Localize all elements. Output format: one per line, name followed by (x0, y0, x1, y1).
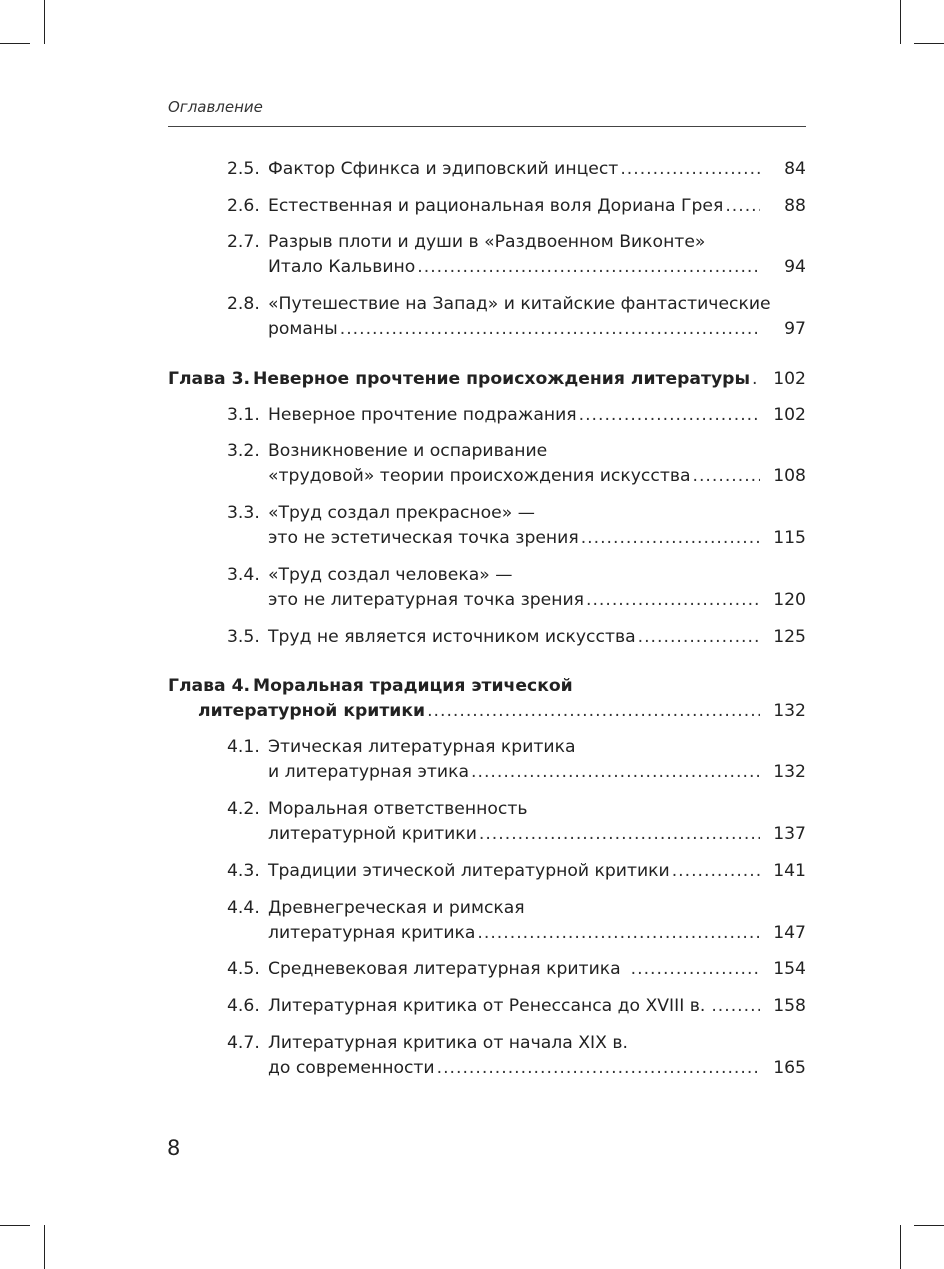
toc-title: Возникновение и оспаривание (268, 441, 548, 461)
dot-leader (579, 403, 760, 428)
toc-title: Литературная критика от начала XIX в. (268, 1033, 628, 1053)
toc-page: 154 (773, 959, 806, 979)
toc-title-continued: литературная критика (268, 923, 476, 943)
toc-title-continued: Итало Кальвино (268, 257, 416, 277)
toc-title-continued: до современности (268, 1058, 435, 1078)
toc-number: 3.1. (227, 405, 260, 425)
dot-leader (693, 464, 761, 489)
dot-leader (752, 367, 760, 392)
toc-number: 2.8. (227, 294, 260, 314)
toc-title: Древнегреческая и римская (268, 898, 525, 918)
toc-number: 2.5. (227, 159, 260, 179)
crop-mark (44, 1225, 45, 1269)
toc-number: 3.3. (227, 503, 260, 523)
toc-entry[interactable] (227, 896, 806, 946)
chapter-number: Глава 3. (168, 369, 251, 389)
dot-leader (479, 822, 760, 847)
toc-title: Фактор Сфинкса и эдиповский инцест (268, 159, 619, 179)
toc-title: Труд не является источником искусства (268, 627, 636, 647)
crop-mark (914, 43, 944, 44)
toc-entry[interactable] (227, 563, 806, 613)
toc-page: 147 (773, 923, 806, 943)
header-rule (168, 126, 806, 127)
toc-title: Традиции этической литературной критики (268, 861, 670, 881)
toc-page: 108 (773, 466, 806, 486)
toc-number: 4.1. (227, 737, 260, 757)
running-head: Оглавление (168, 98, 263, 116)
toc-entry[interactable] (227, 501, 806, 551)
toc-title-continued: это не литературная точка зрения (268, 590, 584, 610)
toc-page: 141 (773, 861, 806, 881)
toc-number: 3.4. (227, 565, 260, 585)
toc-title: Литературная критика от Ренессанса до XVIII в. (268, 996, 706, 1016)
toc-entry[interactable] (227, 439, 806, 489)
toc-number: 4.7. (227, 1033, 260, 1053)
chapter-title: Моральная традиция этической (253, 676, 573, 696)
crop-mark (900, 0, 901, 44)
page-number: 8 (167, 1136, 181, 1160)
toc-title: «Путешествие на Запад» и китайские фантастические (268, 294, 771, 314)
toc-title: Моральная ответственность (268, 799, 528, 819)
dot-leader (417, 255, 760, 280)
toc-page: 158 (773, 996, 806, 1016)
toc-number: 3.5. (227, 627, 260, 647)
crop-mark (0, 43, 30, 44)
toc-number: 2.6. (227, 196, 260, 216)
dot-leader (340, 317, 760, 342)
toc-page: 102 (773, 369, 806, 389)
crop-mark (914, 1225, 944, 1226)
toc-title-continued: «трудовой» теории происхождения искусства (268, 466, 691, 486)
toc-number: 4.4. (227, 898, 260, 918)
toc-entry[interactable] (227, 1031, 806, 1081)
toc-entry[interactable] (227, 735, 806, 785)
toc-entry[interactable] (227, 230, 806, 280)
toc-page: 165 (773, 1058, 806, 1078)
dot-leader (581, 526, 760, 551)
toc-number: 4.3. (227, 861, 260, 881)
toc-title-continued: романы (268, 319, 338, 339)
toc-page: 88 (784, 196, 806, 216)
chapter-number: Глава 4. (168, 676, 251, 696)
toc-page: 132 (773, 762, 806, 782)
toc-title-continued: и литературная этика (268, 762, 470, 782)
dot-leader (471, 760, 760, 785)
crop-mark (0, 1225, 30, 1226)
toc-number: 3.2. (227, 441, 260, 461)
toc-title: Неверное прочтение подражания (268, 405, 577, 425)
toc-page: 84 (784, 159, 806, 179)
toc-page: 125 (773, 627, 806, 647)
toc-page: 132 (773, 701, 806, 721)
toc-chapter-entry[interactable] (168, 674, 806, 724)
toc-title: Разрыв плоти и души в «Раздвоенном Виконте» (268, 232, 706, 252)
dot-leader (725, 194, 760, 219)
toc-page: 97 (784, 319, 806, 339)
dot-leader (672, 859, 760, 884)
dot-leader (620, 157, 760, 182)
toc-page: 102 (773, 405, 806, 425)
dot-leader (586, 588, 760, 613)
toc-entry[interactable] (227, 797, 806, 847)
crop-mark (44, 0, 45, 44)
toc-number: 4.6. (227, 996, 260, 1016)
toc-title: «Труд создал человека» — (268, 565, 513, 585)
toc-page: 120 (773, 590, 806, 610)
toc-page: 94 (784, 257, 806, 277)
crop-mark (900, 1225, 901, 1269)
dot-leader (427, 699, 760, 724)
toc-title: Средневековая литературная критика (268, 959, 621, 979)
toc-title: «Труд создал прекрасное» — (268, 503, 535, 523)
dot-leader (638, 625, 760, 650)
dot-leader (477, 921, 760, 946)
toc-title: Естественная и рациональная воля Дориана Грея (268, 196, 724, 216)
dot-leader (711, 994, 760, 1019)
toc-number: 4.2. (227, 799, 260, 819)
toc-page: 137 (773, 824, 806, 844)
toc-title-continued: это не эстетическая точка зрения (268, 528, 579, 548)
dot-leader (631, 957, 760, 982)
toc-number: 4.5. (227, 959, 260, 979)
chapter-title-continued: литературной критики (198, 701, 426, 721)
toc-page: 115 (773, 528, 806, 548)
chapter-title: Неверное прочтение происхождения литературы (253, 369, 751, 389)
toc-title: Этическая литературная критика (268, 737, 576, 757)
toc-title-continued: литературной критики (268, 824, 477, 844)
toc-entry[interactable] (227, 292, 806, 342)
toc-number: 2.7. (227, 232, 260, 252)
dot-leader (437, 1056, 760, 1081)
